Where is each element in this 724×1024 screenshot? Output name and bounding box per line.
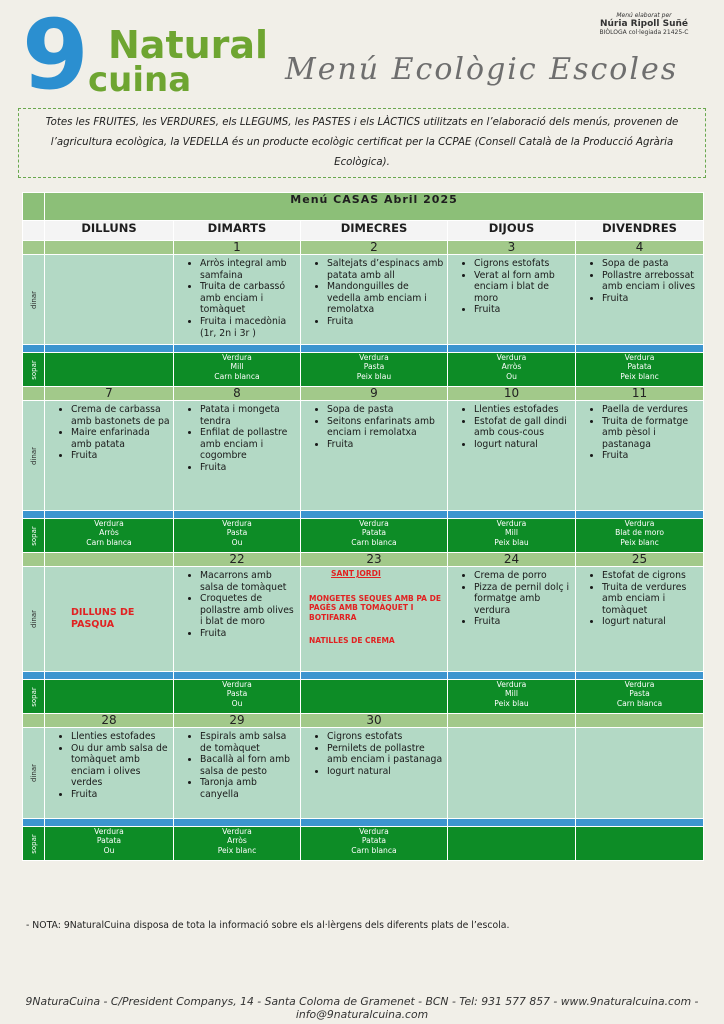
date-number: 29: [229, 713, 245, 727]
page-title: Menú Ecològic Escoles: [285, 52, 679, 87]
sopar-cell: [45, 680, 174, 714]
dinar-cell: [448, 401, 576, 511]
date-number: 1: [233, 240, 241, 254]
sopar-row: [23, 680, 704, 714]
sopar-cell: [45, 353, 174, 387]
dinar-cell: [576, 255, 704, 345]
sopar-cell: [448, 353, 576, 387]
sopar-item: Verdura: [94, 519, 124, 528]
dish-list: [301, 258, 447, 328]
separator-row: [23, 672, 704, 680]
sopar-item: Patata: [361, 836, 387, 846]
dinar-cell: [174, 401, 301, 511]
dinar-row: [23, 728, 704, 819]
menu-title: Menú CASAS Abril 2025: [290, 193, 458, 206]
sopar-item: Ou: [231, 698, 243, 708]
dish-item: • Enfilat de pollastre amb enciam i cogombre: [200, 427, 298, 462]
sopar-cell: [301, 680, 448, 714]
dinar-cell: [448, 255, 576, 345]
sopar-cell: [174, 680, 301, 714]
dish-item: • Arròs integral amb samfaina: [200, 258, 298, 281]
dish-item: • Fruita: [200, 462, 298, 474]
date-number: 2: [370, 240, 378, 254]
sopar-cell: [576, 827, 704, 861]
dish-item: • Fruita: [602, 450, 701, 462]
dish-item: • Iogurt natural: [602, 616, 701, 628]
dinar-cell: [576, 728, 704, 819]
dish-item: • Crema de carbassa amb bastonets de pa: [71, 404, 171, 427]
date-row: [23, 553, 704, 567]
dish-list: [576, 570, 703, 628]
sopar-item: Verdura: [359, 827, 389, 836]
dish-item: • Fruita: [71, 450, 171, 462]
dish-item: • Fruita: [474, 304, 573, 316]
dinar-cell: [45, 401, 174, 511]
dish-item: • Crema de porro: [474, 570, 573, 582]
logo-cuina: cuina: [88, 60, 192, 100]
sopar-cell: [448, 519, 576, 553]
dinar-cell: [174, 255, 301, 345]
sopar-item: Peix blau: [356, 371, 392, 381]
sopar-row: [23, 519, 704, 553]
dinar-label: dinar: [29, 290, 38, 309]
dish-item: • Truita de formatge amb pèsol i pastanaga: [602, 416, 701, 451]
separator-row: [23, 511, 704, 519]
dinar-row: [23, 401, 704, 511]
sopar-item: Verdura: [222, 827, 252, 836]
sopar-item: Carn blanca: [616, 698, 663, 708]
sopar-item: Verdura: [94, 827, 124, 836]
dish-list: [576, 404, 703, 462]
sopar-item: Pasta: [629, 689, 650, 699]
sopar-item: Mill: [230, 362, 244, 372]
sopar-cell: [45, 827, 174, 861]
sopar-label: sopar: [29, 359, 38, 380]
author-block: [584, 12, 704, 36]
sopar-item: Pasta: [226, 689, 248, 699]
weekday-header-row: [23, 221, 704, 241]
dinar-cell: [301, 401, 448, 511]
dish-item: • Fruita: [200, 628, 298, 640]
sopar-item: Verdura: [359, 519, 389, 528]
dinar-cell: [448, 728, 576, 819]
sopar-item: Patata: [627, 362, 652, 372]
sant-jordi-dessert: NATILLES DE CREMA: [309, 636, 395, 646]
dish-item: • Estofat de cigrons: [602, 570, 701, 582]
sopar-item: Peix blau: [494, 537, 529, 547]
dish-list: [448, 570, 575, 628]
date-number: 3: [507, 240, 516, 254]
dinar-cell: [45, 567, 174, 672]
sopar-item: Verdura: [496, 353, 527, 362]
dinar-cell: [301, 728, 448, 819]
dish-item: • Saltejats d’espinacs amb patata amb all: [327, 258, 445, 281]
dish-list: [448, 404, 575, 450]
author-caption: Menú elaborat per: [616, 12, 672, 19]
date-number: 8: [233, 386, 241, 400]
date-number: 11: [631, 386, 648, 400]
dinar-cell: [576, 567, 704, 672]
dinar-label: dinar: [29, 610, 38, 628]
dish-item: • Paella de verdures: [602, 404, 701, 416]
dish-list: [174, 404, 300, 474]
sopar-cell: [174, 827, 301, 861]
sopar-label: sopar: [29, 686, 38, 707]
sopar-item: Peix blanc: [217, 845, 257, 855]
holiday-label: DILLUNS DE PASQUA: [71, 607, 135, 630]
sopar-item: Pasta: [226, 528, 248, 538]
sopar-cell: [301, 827, 448, 861]
sopar-item: Arròs: [227, 836, 247, 846]
day-header: DIJOUS: [488, 221, 535, 235]
sopar-cell: [576, 519, 704, 553]
menu-table: [22, 192, 704, 861]
logo-nine: 9: [22, 0, 85, 111]
dish-item: • Iogurt natural: [474, 439, 573, 451]
sopar-item: Mill: [505, 528, 518, 538]
day-header: DIMECRES: [340, 221, 408, 235]
sopar-item: Carn blanca: [351, 537, 397, 547]
date-row: [23, 387, 704, 401]
separator-row: [23, 819, 704, 827]
dish-item: • Fruita: [71, 789, 171, 801]
sopar-item: Verdura: [222, 353, 252, 362]
dinar-label: dinar: [29, 446, 38, 465]
menu-title-row: [23, 193, 704, 221]
dish-item: • Cigrons estofats: [327, 731, 445, 743]
dinar-cell: [448, 567, 576, 672]
dish-item: • Llenties estofades: [474, 404, 573, 416]
day-header: DIVENDRES: [602, 221, 677, 235]
dish-item: • Fruita: [327, 439, 445, 451]
author-credentials: BIÒLOGA col·legiada 21425-C: [599, 29, 689, 36]
sopar-item: Verdura: [222, 680, 252, 689]
dish-item: • Truita de verdures amb enciam i tomàquet: [602, 582, 701, 617]
date-number: 25: [631, 552, 648, 566]
dinar-cell: [576, 401, 704, 511]
author-name: Núria Ripoll Suñé: [599, 19, 688, 29]
dish-list: [301, 404, 447, 450]
dish-item: • Sopa de pasta: [327, 404, 445, 416]
dish-list: [45, 404, 173, 462]
date-number: 24: [503, 552, 520, 566]
dish-item: • Fruita: [474, 616, 573, 628]
sopar-item: Peix blanc: [620, 537, 659, 547]
sopar-item: Verdura: [624, 353, 655, 362]
day-header: DIMARTS: [207, 221, 267, 235]
dish-list: [448, 258, 575, 316]
sopar-cell: [174, 519, 301, 553]
sant-jordi-dish: MONGETES SEQUES AMB PA DE PAGÈS AMB TOMÀQUET I BOTIFARRA: [309, 594, 441, 622]
dinar-row: [23, 567, 704, 672]
dish-item: • Patata i mongeta tendra: [200, 404, 298, 427]
sant-jordi-title: SANT JORDI: [331, 569, 381, 578]
date-number: 30: [366, 713, 382, 727]
dish-item: • Truita de carbassó amb enciam i tomàquet: [200, 281, 298, 316]
dish-item: • Llenties estofades: [71, 731, 171, 743]
sopar-item: Ou: [103, 845, 115, 855]
sopar-item: Blat de moro: [615, 528, 664, 538]
dish-list: [174, 731, 300, 801]
dish-item: • Verat al forn amb enciam i blat de moro: [474, 270, 573, 305]
dish-list: [174, 258, 300, 339]
sopar-item: Verdura: [496, 519, 527, 528]
sopar-item: Pasta: [363, 362, 385, 372]
dish-item: • Fruita i macedònia (1r, 2n i 3r ): [200, 316, 298, 339]
dish-item: • Iogurt natural: [327, 766, 445, 778]
dish-item: • Macarrons amb salsa de tomàquet: [200, 570, 298, 593]
sopar-item: Verdura: [496, 680, 527, 689]
dish-item: • Taronja amb canyella: [200, 777, 298, 800]
sopar-item: Mill: [505, 689, 518, 699]
dinar-cell: [45, 255, 174, 345]
dish-item: • Bacallà al forn amb salsa de pesto: [200, 754, 298, 777]
dinar-row: [23, 255, 704, 345]
footer-contact: 9NaturaCuina - C/President Companys, 14 - Santa Coloma de Gramenet - BCN - Tel: 931 577 857 - www.9naturalcuina.com - info@9naturalcuina.com: [25, 995, 699, 1021]
sopar-cell: [576, 680, 704, 714]
intro-box: [18, 108, 706, 178]
dish-item: • Mandonguilles de vedella amb enciam i remolatxa: [327, 281, 445, 316]
sopar-item: Peix blau: [494, 698, 529, 708]
dinar-label: dinar: [29, 764, 38, 782]
dish-item: • Estofat de gall dindi amb cous-cous: [474, 416, 573, 439]
dinar-cell: [301, 567, 448, 672]
sopar-item: Carn blanca: [214, 371, 260, 381]
sopar-item: Carn blanca: [86, 537, 132, 547]
date-number: 22: [229, 552, 245, 566]
date-number: 7: [105, 386, 113, 400]
dinar-cell: [174, 728, 301, 819]
sopar-cell: [576, 353, 704, 387]
sopar-cell: [448, 680, 576, 714]
sopar-row: [23, 353, 704, 387]
dish-list: [576, 258, 703, 304]
sopar-item: Ou: [506, 371, 517, 381]
sopar-item: Arròs: [99, 528, 119, 538]
sopar-item: Carn blanca: [351, 845, 397, 855]
sopar-item: Arròs: [501, 362, 522, 372]
sopar-item: Patata: [96, 836, 122, 846]
dish-item: • Espirals amb salsa de tomàquet: [200, 731, 298, 754]
logo-natural: Natural: [108, 23, 269, 67]
sopar-item: Verdura: [624, 680, 655, 689]
allergen-note: - NOTA: 9NaturalCuina disposa de tota la informació sobre els al·lèrgens dels diferents plats de l’escola.: [26, 920, 510, 931]
date-number: 4: [635, 240, 644, 254]
sopar-cell: [301, 519, 448, 553]
dinar-cell: [174, 567, 301, 672]
date-number: 9: [370, 386, 378, 400]
sopar-row: [23, 827, 704, 861]
dish-item: • Sopa de pasta: [602, 258, 701, 270]
separator-row: [23, 345, 704, 353]
sopar-item: Verdura: [359, 353, 389, 362]
dish-item: • Pernilets de pollastre amb enciam i pastanaga: [327, 743, 445, 766]
dish-item: • Croquetes de pollastre amb olives i blat de moro: [200, 593, 298, 628]
intro-text: Totes les FRUITES, les VERDURES, els LLEGUMS, les PASTES i els LÀCTICS utilitzats en l’elaboració dels menús, provenen de l’agricultura ecològica, la VEDELLA és un producte ecològic certificat per la CCPAE (Consell Català de la Producció Agrària Ecològica).: [45, 117, 679, 168]
dish-item: • Maire enfarinada amb patata: [71, 427, 171, 450]
sopar-item: Patata: [361, 528, 387, 538]
sopar-item: Peix blanc: [620, 371, 659, 381]
sopar-item: Ou: [231, 537, 243, 547]
dish-item: • Seitons enfarinats amb enciam i remolatxa: [327, 416, 445, 439]
day-header: DILLUNS: [81, 221, 137, 235]
dish-item: • Ou dur amb salsa de tomàquet amb enciam i olives verdes: [71, 743, 171, 789]
sopar-cell: [45, 519, 174, 553]
sopar-cell: [448, 827, 576, 861]
date-number: 10: [503, 386, 520, 400]
dish-item: • Cigrons estofats: [474, 258, 573, 270]
dinar-cell: [45, 728, 174, 819]
dish-item: • Fruita: [602, 293, 701, 305]
sopar-item: Verdura: [222, 519, 252, 528]
dish-list: [45, 731, 173, 801]
dish-list: [301, 731, 447, 777]
date-row: [23, 714, 704, 728]
sopar-label: sopar: [29, 525, 38, 546]
date-number: 23: [366, 552, 382, 566]
sopar-item: Verdura: [624, 519, 655, 528]
sopar-cell: [301, 353, 448, 387]
dish-item: • Fruita: [327, 316, 445, 328]
date-number: 28: [101, 713, 117, 727]
dish-list: [174, 570, 300, 640]
date-row: [23, 241, 704, 255]
dish-item: • Pollastre arrebossat amb enciam i olives: [602, 270, 701, 293]
sopar-cell: [174, 353, 301, 387]
sopar-label: sopar: [29, 833, 38, 854]
dish-item: • Pizza de pernil dolç i formatge amb verdura: [474, 582, 573, 617]
dinar-cell: [301, 255, 448, 345]
